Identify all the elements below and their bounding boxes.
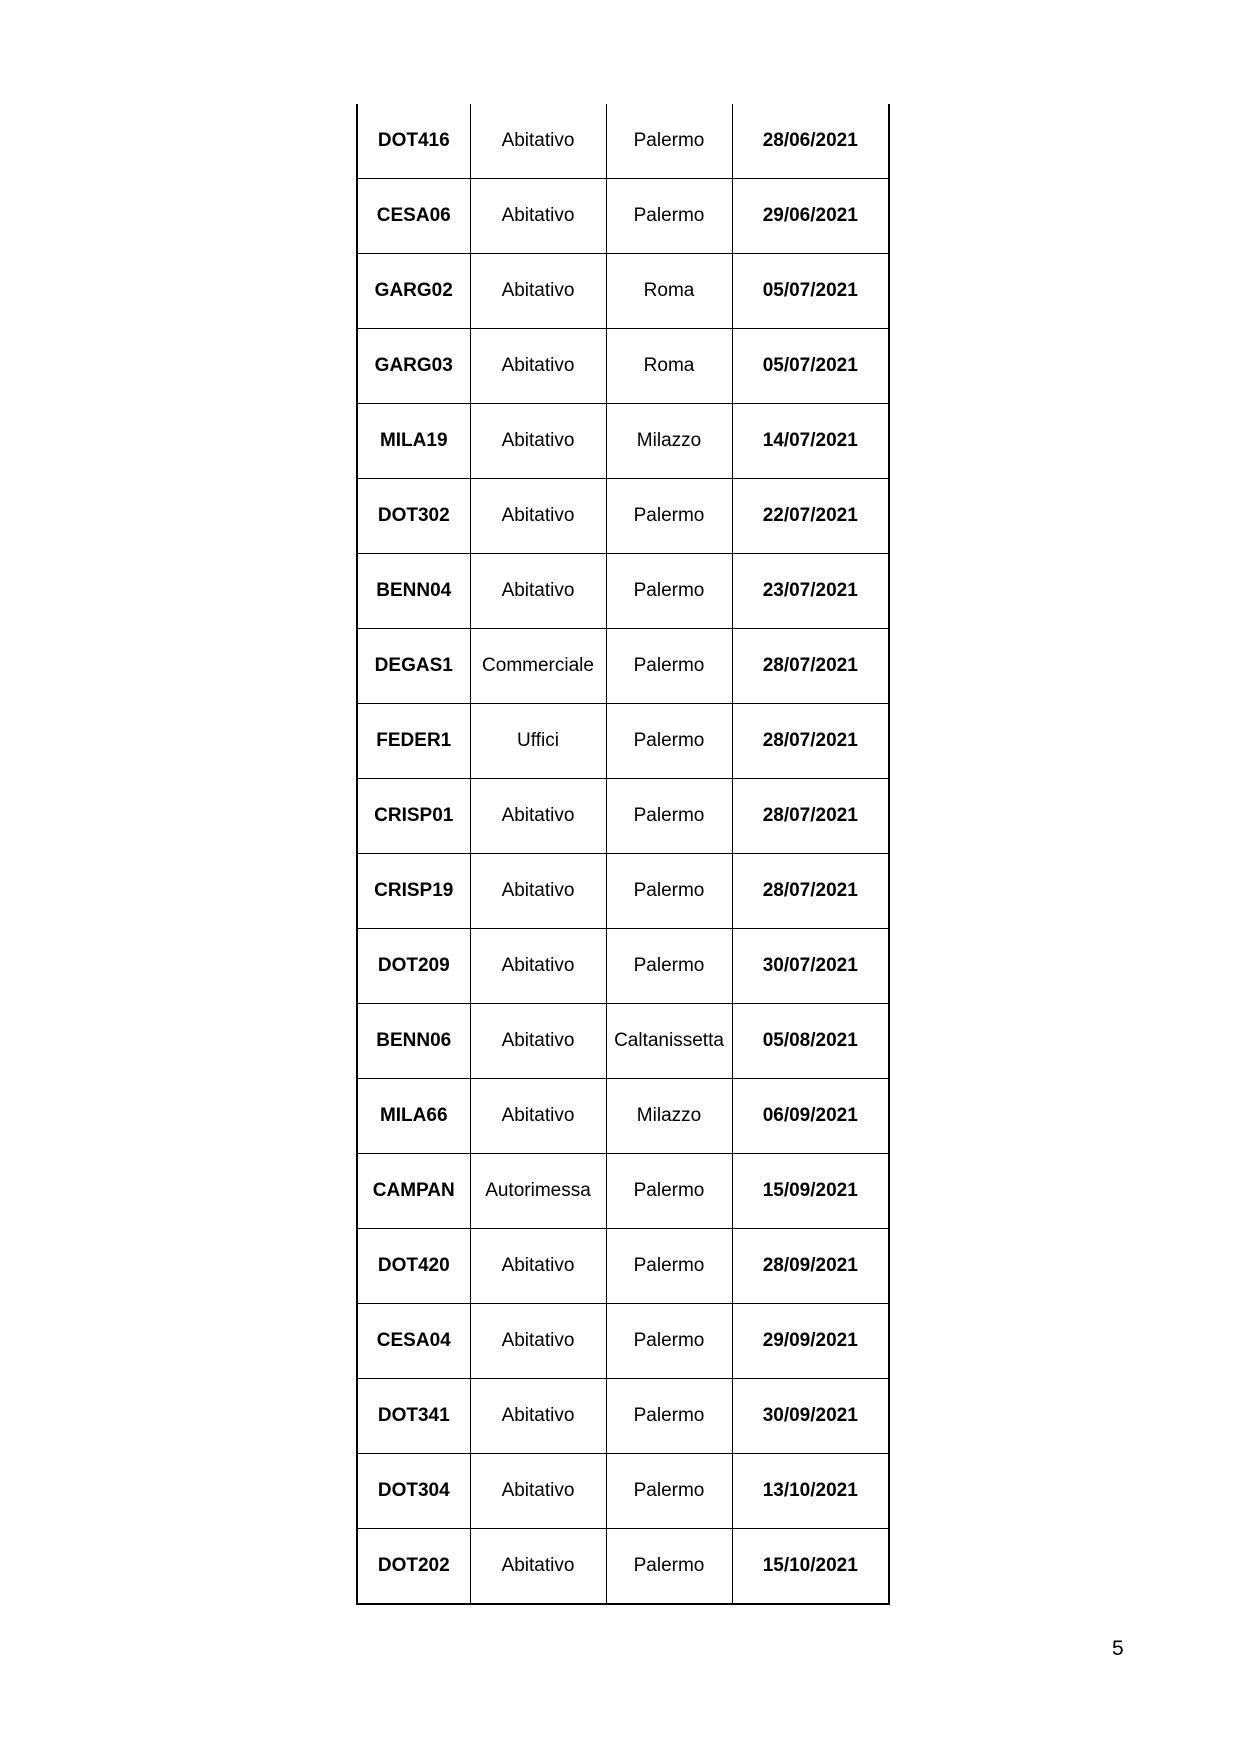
table-row (357, 1379, 889, 1454)
table-row (357, 704, 889, 779)
property-code-cell: CAMPAN (357, 1154, 470, 1229)
property-date-cell: 28/07/2021 (732, 704, 889, 779)
property-type-cell: Autorimessa (470, 1154, 606, 1229)
property-city-cell: Palermo (606, 1529, 732, 1605)
property-city-cell: Palermo (606, 1154, 732, 1229)
property-city-cell: Palermo (606, 179, 732, 254)
property-date-cell: 30/09/2021 (732, 1379, 889, 1454)
property-code-cell: GARG03 (357, 329, 470, 404)
table-row (357, 1304, 889, 1379)
property-date-cell: 22/07/2021 (732, 479, 889, 554)
property-date-cell: 29/06/2021 (732, 179, 889, 254)
property-date-cell: 29/09/2021 (732, 1304, 889, 1379)
property-type-cell: Abitativo (470, 1304, 606, 1379)
property-type-cell: Abitativo (470, 329, 606, 404)
property-code-cell: DEGAS1 (357, 629, 470, 704)
property-city-cell: Roma (606, 329, 732, 404)
property-code-cell: GARG02 (357, 254, 470, 329)
property-code-cell: MILA66 (357, 1079, 470, 1154)
property-code-cell: DOT420 (357, 1229, 470, 1304)
property-city-cell: Milazzo (606, 1079, 732, 1154)
property-code-cell: CESA04 (357, 1304, 470, 1379)
table-row (357, 1079, 889, 1154)
property-date-cell: 13/10/2021 (732, 1454, 889, 1529)
property-type-cell: Abitativo (470, 554, 606, 629)
property-city-cell: Palermo (606, 1229, 732, 1304)
property-code-cell: CRISP19 (357, 854, 470, 929)
table-row (357, 179, 889, 254)
property-code-cell: DOT209 (357, 929, 470, 1004)
property-code-cell: DOT416 (357, 104, 470, 179)
property-code-cell: BENN04 (357, 554, 470, 629)
property-type-cell: Abitativo (470, 1379, 606, 1454)
property-type-cell: Abitativo (470, 1004, 606, 1079)
property-date-cell: 15/10/2021 (732, 1529, 889, 1605)
property-type-cell: Abitativo (470, 1229, 606, 1304)
table-row (357, 554, 889, 629)
property-type-cell: Abitativo (470, 779, 606, 854)
property-type-cell: Abitativo (470, 404, 606, 479)
table-row (357, 1529, 889, 1605)
table-row (357, 104, 889, 179)
property-city-cell: Palermo (606, 629, 732, 704)
table-row (357, 779, 889, 854)
property-type-cell: Abitativo (470, 929, 606, 1004)
property-table (356, 104, 890, 1605)
property-type-cell: Uffici (470, 704, 606, 779)
table-row (357, 404, 889, 479)
property-type-cell: Commerciale (470, 629, 606, 704)
property-date-cell: 15/09/2021 (732, 1154, 889, 1229)
property-date-cell: 28/07/2021 (732, 854, 889, 929)
property-city-cell: Palermo (606, 479, 732, 554)
property-code-cell: DOT341 (357, 1379, 470, 1454)
property-city-cell: Caltanissetta (606, 1004, 732, 1079)
property-date-cell: 23/07/2021 (732, 554, 889, 629)
table-row (357, 854, 889, 929)
table-row (357, 929, 889, 1004)
property-city-cell: Palermo (606, 104, 732, 179)
property-type-cell: Abitativo (470, 854, 606, 929)
property-date-cell: 28/06/2021 (732, 104, 889, 179)
table-row (357, 1004, 889, 1079)
property-city-cell: Palermo (606, 704, 732, 779)
property-city-cell: Milazzo (606, 404, 732, 479)
property-code-cell: MILA19 (357, 404, 470, 479)
property-city-cell: Palermo (606, 1304, 732, 1379)
table-row (357, 329, 889, 404)
property-city-cell: Palermo (606, 854, 732, 929)
property-type-cell: Abitativo (470, 254, 606, 329)
table-row (357, 479, 889, 554)
table-row (357, 1454, 889, 1529)
property-table-body (357, 104, 889, 1604)
property-code-cell: CESA06 (357, 179, 470, 254)
property-code-cell: DOT302 (357, 479, 470, 554)
property-city-cell: Palermo (606, 1379, 732, 1454)
property-date-cell: 05/08/2021 (732, 1004, 889, 1079)
property-city-cell: Roma (606, 254, 732, 329)
property-code-cell: BENN06 (357, 1004, 470, 1079)
property-code-cell: DOT202 (357, 1529, 470, 1605)
property-city-cell: Palermo (606, 779, 732, 854)
property-code-cell: DOT304 (357, 1454, 470, 1529)
page-number: 5 (1112, 1637, 1124, 1660)
property-city-cell: Palermo (606, 554, 732, 629)
property-date-cell: 06/09/2021 (732, 1079, 889, 1154)
property-type-cell: Abitativo (470, 1079, 606, 1154)
table-row (357, 254, 889, 329)
property-city-cell: Palermo (606, 1454, 732, 1529)
property-date-cell: 28/07/2021 (732, 629, 889, 704)
property-code-cell: CRISP01 (357, 779, 470, 854)
property-date-cell: 30/07/2021 (732, 929, 889, 1004)
property-date-cell: 28/09/2021 (732, 1229, 889, 1304)
property-city-cell: Palermo (606, 929, 732, 1004)
property-type-cell: Abitativo (470, 1454, 606, 1529)
property-date-cell: 14/07/2021 (732, 404, 889, 479)
property-code-cell: FEDER1 (357, 704, 470, 779)
property-type-cell: Abitativo (470, 179, 606, 254)
property-type-cell: Abitativo (470, 104, 606, 179)
table-row (357, 1229, 889, 1304)
property-type-cell: Abitativo (470, 479, 606, 554)
property-date-cell: 05/07/2021 (732, 254, 889, 329)
table-row (357, 629, 889, 704)
property-date-cell: 05/07/2021 (732, 329, 889, 404)
table-row (357, 1154, 889, 1229)
property-date-cell: 28/07/2021 (732, 779, 889, 854)
property-type-cell: Abitativo (470, 1529, 606, 1605)
